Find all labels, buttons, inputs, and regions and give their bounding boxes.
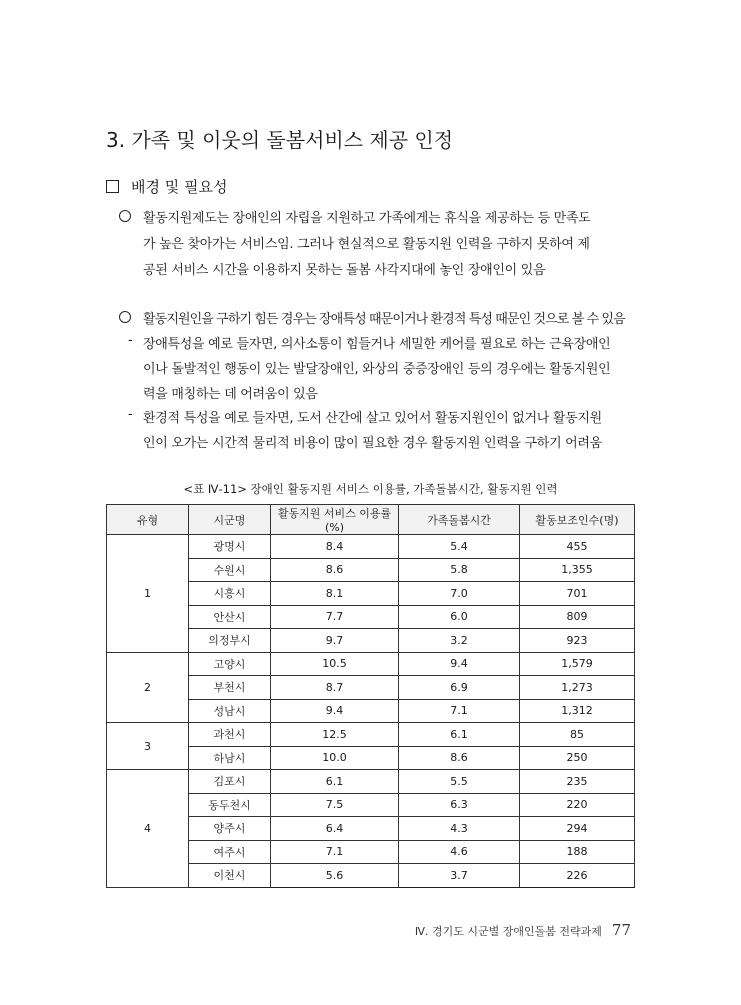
page-footer	[415, 921, 631, 939]
usage-rate-cell: 7.5	[271, 793, 399, 817]
family-care-hours-cell: 6.0	[399, 605, 520, 629]
family-care-hours-cell: 3.7	[399, 864, 520, 888]
city-cell: 하남시	[189, 746, 271, 770]
dash-2-line: 인이 오가는 시간적 물리적 비용이 많이 필요한 경우 활동지원 인력을 구하기 어려움	[143, 436, 602, 451]
assistant-count-cell: 294	[520, 817, 635, 841]
usage-rate-cell: 9.7	[271, 629, 399, 653]
footer-chapter: Ⅳ. 경기도 시군별 장애인돌봄 전략과제	[414, 925, 602, 938]
usage-rate-cell: 10.5	[271, 652, 399, 676]
family-care-hours-cell: 5.5	[399, 770, 520, 794]
city-cell: 수원시	[189, 558, 271, 582]
usage-rate-cell: 7.7	[271, 605, 399, 629]
table-body	[107, 535, 635, 888]
data-table	[106, 504, 635, 888]
assistant-count-cell: 1,579	[520, 652, 635, 676]
city-cell: 과천시	[189, 723, 271, 747]
city-cell: 부천시	[189, 676, 271, 700]
usage-rate-cell: 6.1	[271, 770, 399, 794]
city-cell: 의정부시	[189, 629, 271, 653]
city-cell: 김포시	[189, 770, 271, 794]
header-cell: 시군명	[189, 505, 271, 535]
square-bullet-icon	[106, 180, 119, 193]
city-cell: 고양시	[189, 652, 271, 676]
assistant-count-cell: 923	[520, 629, 635, 653]
assistant-count-cell: 809	[520, 605, 635, 629]
family-care-hours-cell: 6.3	[399, 793, 520, 817]
table-header-row	[107, 505, 635, 535]
family-care-hours-cell: 7.0	[399, 582, 520, 606]
city-cell: 시흥시	[189, 582, 271, 606]
family-care-hours-cell: 5.8	[399, 558, 520, 582]
circle-bullet-icon	[119, 311, 131, 323]
header-cell: 가족돌봄시간	[399, 505, 520, 535]
family-care-hours-cell: 6.9	[399, 676, 520, 700]
city-cell: 안산시	[189, 605, 271, 629]
table-row	[107, 652, 635, 676]
dash-bullet-icon: -	[128, 407, 133, 422]
type-cell: 4	[107, 770, 189, 888]
family-care-hours-cell: 6.1	[399, 723, 520, 747]
assistant-count-cell: 455	[520, 535, 635, 559]
assistant-count-cell: 1,273	[520, 676, 635, 700]
assistant-count-cell: 226	[520, 864, 635, 888]
assistant-count-cell: 250	[520, 746, 635, 770]
city-cell: 여주시	[189, 840, 271, 864]
subheading	[106, 176, 227, 197]
type-cell: 1	[107, 535, 189, 653]
circle-bullet-icon	[119, 210, 131, 222]
usage-rate-cell: 8.4	[271, 535, 399, 559]
dash-bullet-icon: -	[128, 333, 133, 348]
header-cell: 유형	[107, 505, 189, 535]
dash-1-line: 력을 매칭하는 데 어려움이 있음	[143, 387, 318, 402]
page-number: 77	[611, 921, 631, 939]
usage-rate-cell: 6.4	[271, 817, 399, 841]
table-row	[107, 723, 635, 747]
assistant-count-cell: 235	[520, 770, 635, 794]
header-cell: 활동지원 서비스 이용률(%)	[271, 505, 399, 535]
city-cell: 광명시	[189, 535, 271, 559]
usage-rate-cell: 8.6	[271, 558, 399, 582]
family-care-hours-cell: 3.2	[399, 629, 520, 653]
city-cell: 동두천시	[189, 793, 271, 817]
usage-rate-cell: 12.5	[271, 723, 399, 747]
assistant-count-cell: 701	[520, 582, 635, 606]
family-care-hours-cell: 8.6	[399, 746, 520, 770]
bullet-1-line: 공된 서비스 시간을 이용하지 못하는 돌봄 사각지대에 놓인 장애인이 있음	[143, 263, 546, 278]
family-care-hours-cell: 4.6	[399, 840, 520, 864]
dash-1-line: 이나 돌발적인 행동이 있는 발달장애인, 와상의 중증장애인 등의 경우에는 활동지원인	[143, 362, 611, 377]
city-cell: 양주시	[189, 817, 271, 841]
section-title: 3. 가족 및 이웃의 돌봄서비스 제공 인정	[106, 128, 454, 152]
dash-1-line: 장애특성을 예로 들자면, 의사소통이 힘들거나 세밀한 케어를 필요로 하는 근육장애인	[143, 337, 611, 352]
family-care-hours-cell: 5.4	[399, 535, 520, 559]
type-cell: 3	[107, 723, 189, 770]
assistant-count-cell: 1,312	[520, 699, 635, 723]
assistant-count-cell: 85	[520, 723, 635, 747]
family-care-hours-cell: 7.1	[399, 699, 520, 723]
table-caption: <표 Ⅳ-11> 장애인 활동지원 서비스 이용률, 가족돌봄시간, 활동지원 인력	[183, 482, 558, 496]
dash-2-line: 환경적 특성을 예로 들자면, 도서 산간에 살고 있어서 활동지원인이 없거나 활동지원	[143, 411, 602, 426]
bullet-2-line: 활동지원인을 구하기 힘든 경우는 장애특성 때문이거나 환경적 특성 때문인 것으로 볼 수 있음	[143, 312, 625, 327]
usage-rate-cell: 8.7	[271, 676, 399, 700]
assistant-count-cell: 220	[520, 793, 635, 817]
usage-rate-cell: 7.1	[271, 840, 399, 864]
family-care-hours-cell: 9.4	[399, 652, 520, 676]
usage-rate-cell: 8.1	[271, 582, 399, 606]
table-row	[107, 770, 635, 794]
usage-rate-cell: 5.6	[271, 864, 399, 888]
bullet-1-line: 가 높은 찾아가는 서비스임. 그러나 현실적으로 활동지원 인력을 구하지 못하여 제	[143, 237, 590, 252]
header-cell: 활동보조인수(명)	[520, 505, 635, 535]
type-cell: 2	[107, 652, 189, 723]
city-cell: 이천시	[189, 864, 271, 888]
city-cell: 성남시	[189, 699, 271, 723]
family-care-hours-cell: 4.3	[399, 817, 520, 841]
assistant-count-cell: 1,355	[520, 558, 635, 582]
usage-rate-cell: 10.0	[271, 746, 399, 770]
table-row	[107, 535, 635, 559]
subheading-text: 배경 및 필요성	[131, 178, 228, 196]
usage-rate-cell: 9.4	[271, 699, 399, 723]
bullet-1-line: 활동지원제도는 장애인의 자립을 지원하고 가족에게는 휴식을 제공하는 등 만족도	[143, 211, 591, 226]
assistant-count-cell: 188	[520, 840, 635, 864]
